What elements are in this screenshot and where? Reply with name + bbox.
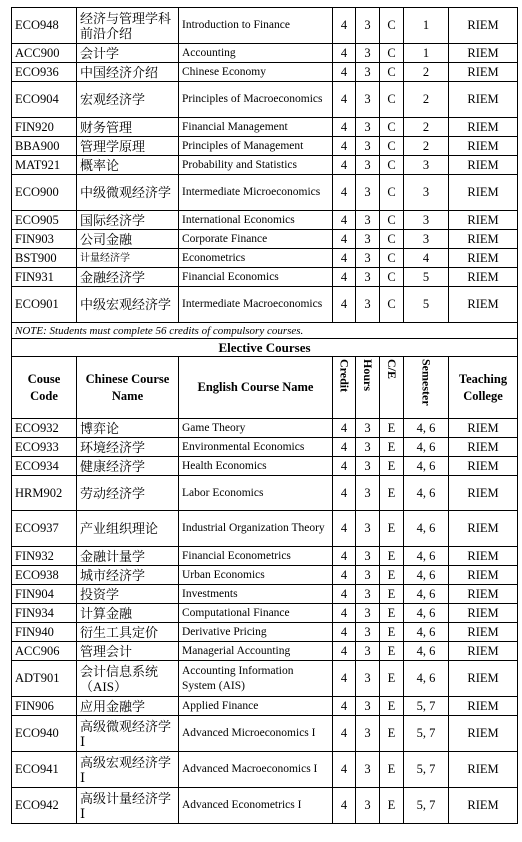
semester: 4, 6: [404, 642, 449, 661]
english-course-name: Health Economics: [179, 457, 333, 476]
chinese-course-name: 管理会计: [77, 642, 179, 661]
chinese-course-name: 健康经济学: [77, 457, 179, 476]
header-chinese-name: Chinese Course Name: [77, 357, 179, 419]
course-type: C: [380, 175, 404, 211]
english-course-name: Managerial Accounting: [179, 642, 333, 661]
course-type: C: [380, 268, 404, 287]
english-course-name: Computational Finance: [179, 604, 333, 623]
teaching-college: RIEM: [449, 287, 518, 323]
credit: 4: [333, 137, 356, 156]
hours: 3: [356, 788, 380, 824]
course-type: E: [380, 476, 404, 511]
chinese-course-name: 会计信息系统（AIS）: [77, 661, 179, 697]
hours: 3: [356, 137, 380, 156]
chinese-course-name: 劳动经济学: [77, 476, 179, 511]
course-code: FIN931: [12, 268, 77, 287]
table-row: [12, 476, 518, 511]
teaching-college: RIEM: [449, 249, 518, 268]
table-row: [12, 8, 518, 44]
semester: 4, 6: [404, 438, 449, 457]
course-type: C: [380, 211, 404, 230]
header-semester-label: Semester: [419, 358, 434, 406]
teaching-college: RIEM: [449, 642, 518, 661]
teaching-college: RIEM: [449, 137, 518, 156]
course-code: ECO933: [12, 438, 77, 457]
semester: 1: [404, 8, 449, 44]
semester: 2: [404, 137, 449, 156]
teaching-college: RIEM: [449, 438, 518, 457]
semester: 3: [404, 156, 449, 175]
course-type: E: [380, 642, 404, 661]
course-code: ECO942: [12, 788, 77, 824]
table-row: [12, 547, 518, 566]
english-course-name: Probability and Statistics: [179, 156, 333, 175]
chinese-course-name: 高级宏观经济学Ⅰ: [77, 752, 179, 788]
english-course-name: Introduction to Finance: [179, 8, 333, 44]
course-code: FIN934: [12, 604, 77, 623]
chinese-course-name: 经济与管理学科前沿介绍: [77, 8, 179, 44]
chinese-course-name: 会计学: [77, 44, 179, 63]
semester: 4, 6: [404, 476, 449, 511]
teaching-college: RIEM: [449, 697, 518, 716]
course-code: ECO934: [12, 457, 77, 476]
teaching-college: RIEM: [449, 623, 518, 642]
semester: 2: [404, 63, 449, 82]
course-type: E: [380, 716, 404, 752]
teaching-college: RIEM: [449, 511, 518, 547]
semester: 4, 6: [404, 566, 449, 585]
course-code: ECO938: [12, 566, 77, 585]
course-code: ADT901: [12, 661, 77, 697]
teaching-college: RIEM: [449, 457, 518, 476]
chinese-course-name: 高级微观经济学Ⅰ: [77, 716, 179, 752]
credit: 4: [333, 156, 356, 175]
teaching-college: RIEM: [449, 716, 518, 752]
semester: 4: [404, 249, 449, 268]
section-row: [12, 339, 518, 357]
elective-courses: [12, 419, 518, 824]
course-code: FIN904: [12, 585, 77, 604]
course-type: E: [380, 661, 404, 697]
hours: 3: [356, 585, 380, 604]
header-hours: [356, 357, 380, 419]
course-code: ECO900: [12, 175, 77, 211]
english-course-name: Intermediate Macroeconomics: [179, 287, 333, 323]
compulsory-note: NOTE: Students must complete 56 credits of compulsory courses.: [12, 323, 518, 339]
english-course-name: Financial Econometrics: [179, 547, 333, 566]
semester: 4, 6: [404, 661, 449, 697]
english-course-name: Advanced Econometrics I: [179, 788, 333, 824]
hours: 3: [356, 642, 380, 661]
credit: 4: [333, 118, 356, 137]
course-code: FIN920: [12, 118, 77, 137]
teaching-college: RIEM: [449, 230, 518, 249]
teaching-college: RIEM: [449, 82, 518, 118]
header-semester: [404, 357, 449, 419]
course-type: C: [380, 249, 404, 268]
english-course-name: Labor Economics: [179, 476, 333, 511]
course-code: ECO936: [12, 63, 77, 82]
hours: 3: [356, 623, 380, 642]
course-type: C: [380, 156, 404, 175]
credit: 4: [333, 268, 356, 287]
hours: 3: [356, 249, 380, 268]
chinese-course-name: 中国经济介绍: [77, 63, 179, 82]
course-type: E: [380, 585, 404, 604]
table-row: [12, 511, 518, 547]
semester: 1: [404, 44, 449, 63]
hours: 3: [356, 8, 380, 44]
table-row: [12, 661, 518, 697]
chinese-course-name: 产业组织理论: [77, 511, 179, 547]
hours: 3: [356, 752, 380, 788]
hours: 3: [356, 268, 380, 287]
english-course-name: Investments: [179, 585, 333, 604]
english-course-name: Derivative Pricing: [179, 623, 333, 642]
hours: 3: [356, 419, 380, 438]
chinese-course-name: 金融经济学: [77, 268, 179, 287]
chinese-course-name: 宏观经济学: [77, 82, 179, 118]
course-code: FIN903: [12, 230, 77, 249]
semester: 4, 6: [404, 623, 449, 642]
course-code: ECO940: [12, 716, 77, 752]
chinese-course-name: 计算金融: [77, 604, 179, 623]
semester: 4, 6: [404, 457, 449, 476]
chinese-course-name: 计量经济学: [77, 249, 179, 268]
teaching-college: RIEM: [449, 752, 518, 788]
chinese-course-name: 金融计量学: [77, 547, 179, 566]
table-row: [12, 118, 518, 137]
chinese-course-name: 财务管理: [77, 118, 179, 137]
table-row: [12, 697, 518, 716]
table-row: [12, 438, 518, 457]
hours: 3: [356, 476, 380, 511]
credit: 4: [333, 82, 356, 118]
header-english-name: English Course Name: [179, 357, 333, 419]
credit: 4: [333, 752, 356, 788]
semester: 5, 7: [404, 716, 449, 752]
teaching-college: RIEM: [449, 585, 518, 604]
course-type: C: [380, 63, 404, 82]
teaching-college: RIEM: [449, 788, 518, 824]
course-type: E: [380, 511, 404, 547]
course-code: ECO901: [12, 287, 77, 323]
credit: 4: [333, 642, 356, 661]
english-course-name: Principles of Management: [179, 137, 333, 156]
semester: 3: [404, 211, 449, 230]
table-row: [12, 44, 518, 63]
course-type: C: [380, 230, 404, 249]
semester: 3: [404, 230, 449, 249]
course-type: E: [380, 788, 404, 824]
english-course-name: Accounting: [179, 44, 333, 63]
table-row: [12, 752, 518, 788]
course-code: ECO948: [12, 8, 77, 44]
credit: 4: [333, 585, 356, 604]
semester: 2: [404, 82, 449, 118]
english-course-name: Game Theory: [179, 419, 333, 438]
semester: 5, 7: [404, 697, 449, 716]
chinese-course-name: 国际经济学: [77, 211, 179, 230]
semester: 5, 7: [404, 752, 449, 788]
course-type: C: [380, 137, 404, 156]
english-course-name: Industrial Organization Theory: [179, 511, 333, 547]
course-type: E: [380, 457, 404, 476]
course-type: C: [380, 118, 404, 137]
hours: 3: [356, 457, 380, 476]
teaching-college: RIEM: [449, 118, 518, 137]
table-row: [12, 82, 518, 118]
table-row: [12, 230, 518, 249]
credit: 4: [333, 623, 356, 642]
credit: 4: [333, 697, 356, 716]
hours: 3: [356, 63, 380, 82]
course-code: BBA900: [12, 137, 77, 156]
course-code: ACC900: [12, 44, 77, 63]
semester: 5: [404, 268, 449, 287]
header-ce: [380, 357, 404, 419]
english-course-name: Applied Finance: [179, 697, 333, 716]
teaching-college: RIEM: [449, 604, 518, 623]
chinese-course-name: 衍生工具定价: [77, 623, 179, 642]
course-type: C: [380, 287, 404, 323]
course-type: C: [380, 82, 404, 118]
course-code: FIN932: [12, 547, 77, 566]
credit: 4: [333, 604, 356, 623]
table-row: [12, 63, 518, 82]
course-code: ACC906: [12, 642, 77, 661]
course-type: E: [380, 697, 404, 716]
semester: 2: [404, 118, 449, 137]
semester: 3: [404, 175, 449, 211]
chinese-course-name: 博弈论: [77, 419, 179, 438]
chinese-course-name: 环境经济学: [77, 438, 179, 457]
credit: 4: [333, 249, 356, 268]
teaching-college: RIEM: [449, 8, 518, 44]
table-row: [12, 566, 518, 585]
chinese-course-name: 投资学: [77, 585, 179, 604]
credit: 4: [333, 476, 356, 511]
course-code: ECO904: [12, 82, 77, 118]
course-code: ECO937: [12, 511, 77, 547]
chinese-course-name: 管理学原理: [77, 137, 179, 156]
hours: 3: [356, 511, 380, 547]
table-row: [12, 287, 518, 323]
hours: 3: [356, 287, 380, 323]
table-row: [12, 604, 518, 623]
chinese-course-name: 高级计量经济学Ⅰ: [77, 788, 179, 824]
english-course-name: Financial Management: [179, 118, 333, 137]
hours: 3: [356, 697, 380, 716]
course-table: [11, 7, 518, 824]
semester: 4, 6: [404, 604, 449, 623]
credit: 4: [333, 661, 356, 697]
teaching-college: RIEM: [449, 211, 518, 230]
teaching-college: RIEM: [449, 44, 518, 63]
hours: 3: [356, 118, 380, 137]
semester: 5: [404, 287, 449, 323]
credit: 4: [333, 175, 356, 211]
course-type: E: [380, 604, 404, 623]
course-code: HRM902: [12, 476, 77, 511]
table-row: [12, 585, 518, 604]
hours: 3: [356, 716, 380, 752]
course-code: ECO941: [12, 752, 77, 788]
english-course-name: Environmental Economics: [179, 438, 333, 457]
table-row: [12, 642, 518, 661]
note-row: [12, 323, 518, 339]
table-row: [12, 623, 518, 642]
table-row: [12, 419, 518, 438]
chinese-course-name: 应用金融学: [77, 697, 179, 716]
english-course-name: Chinese Economy: [179, 63, 333, 82]
teaching-college: RIEM: [449, 268, 518, 287]
table-row: [12, 716, 518, 752]
hours: 3: [356, 566, 380, 585]
english-course-name: Principles of Macroeconomics: [179, 82, 333, 118]
credit: 4: [333, 457, 356, 476]
english-course-name: Intermediate Microeconomics: [179, 175, 333, 211]
course-code: BST900: [12, 249, 77, 268]
chinese-course-name: 概率论: [77, 156, 179, 175]
course-code: FIN906: [12, 697, 77, 716]
table-row: [12, 788, 518, 824]
teaching-college: RIEM: [449, 419, 518, 438]
compulsory-courses: [12, 8, 518, 419]
course-code: ECO932: [12, 419, 77, 438]
english-course-name: Accounting Information System (AIS): [179, 661, 333, 697]
table-row: [12, 211, 518, 230]
teaching-college: RIEM: [449, 156, 518, 175]
course-code: ECO905: [12, 211, 77, 230]
hours: 3: [356, 175, 380, 211]
chinese-course-name: 城市经济学: [77, 566, 179, 585]
semester: 4, 6: [404, 585, 449, 604]
english-course-name: Urban Economics: [179, 566, 333, 585]
course-code: FIN940: [12, 623, 77, 642]
credit: 4: [333, 211, 356, 230]
credit: 4: [333, 511, 356, 547]
header-credit-label: Credit: [337, 358, 352, 392]
table-row: [12, 156, 518, 175]
header-course-code: Couse Code: [12, 357, 77, 419]
hours: 3: [356, 604, 380, 623]
course-type: E: [380, 547, 404, 566]
credit: 4: [333, 566, 356, 585]
teaching-college: RIEM: [449, 661, 518, 697]
course-type: E: [380, 566, 404, 585]
credit: 4: [333, 419, 356, 438]
elective-section-title: Elective Courses: [12, 339, 518, 357]
credit: 4: [333, 547, 356, 566]
credit: 4: [333, 287, 356, 323]
header-row: [12, 357, 518, 419]
chinese-course-name: 公司金融: [77, 230, 179, 249]
teaching-college: RIEM: [449, 547, 518, 566]
semester: 5, 7: [404, 788, 449, 824]
english-course-name: Corporate Finance: [179, 230, 333, 249]
hours: 3: [356, 211, 380, 230]
teaching-college: RIEM: [449, 476, 518, 511]
header-hours-label: Hours: [361, 358, 375, 391]
hours: 3: [356, 547, 380, 566]
header-teaching-college: Teaching College: [449, 357, 518, 419]
course-type: C: [380, 8, 404, 44]
hours: 3: [356, 438, 380, 457]
chinese-course-name: 中级微观经济学: [77, 175, 179, 211]
header-credit: [333, 357, 356, 419]
hours: 3: [356, 82, 380, 118]
header-ce-label: C/E: [385, 358, 399, 379]
credit: 4: [333, 8, 356, 44]
english-course-name: Advanced Macroeconomics I: [179, 752, 333, 788]
table-row: [12, 249, 518, 268]
course-type: E: [380, 623, 404, 642]
course-type: E: [380, 752, 404, 788]
course-type: E: [380, 419, 404, 438]
teaching-college: RIEM: [449, 175, 518, 211]
course-type: E: [380, 438, 404, 457]
hours: 3: [356, 44, 380, 63]
table-row: [12, 175, 518, 211]
credit: 4: [333, 44, 356, 63]
table-row: [12, 268, 518, 287]
credit: 4: [333, 63, 356, 82]
semester: 4, 6: [404, 547, 449, 566]
credit: 4: [333, 788, 356, 824]
table-row: [12, 457, 518, 476]
semester: 4, 6: [404, 511, 449, 547]
teaching-college: RIEM: [449, 566, 518, 585]
teaching-college: RIEM: [449, 63, 518, 82]
english-course-name: Financial Economics: [179, 268, 333, 287]
table-row: [12, 137, 518, 156]
hours: 3: [356, 661, 380, 697]
hours: 3: [356, 156, 380, 175]
hours: 3: [356, 230, 380, 249]
course-type: C: [380, 44, 404, 63]
semester: 4, 6: [404, 419, 449, 438]
credit: 4: [333, 716, 356, 752]
credit: 4: [333, 438, 356, 457]
course-code: MAT921: [12, 156, 77, 175]
english-course-name: Advanced Microeconomics I: [179, 716, 333, 752]
english-course-name: Econometrics: [179, 249, 333, 268]
english-course-name: International Economics: [179, 211, 333, 230]
chinese-course-name: 中级宏观经济学: [77, 287, 179, 323]
credit: 4: [333, 230, 356, 249]
